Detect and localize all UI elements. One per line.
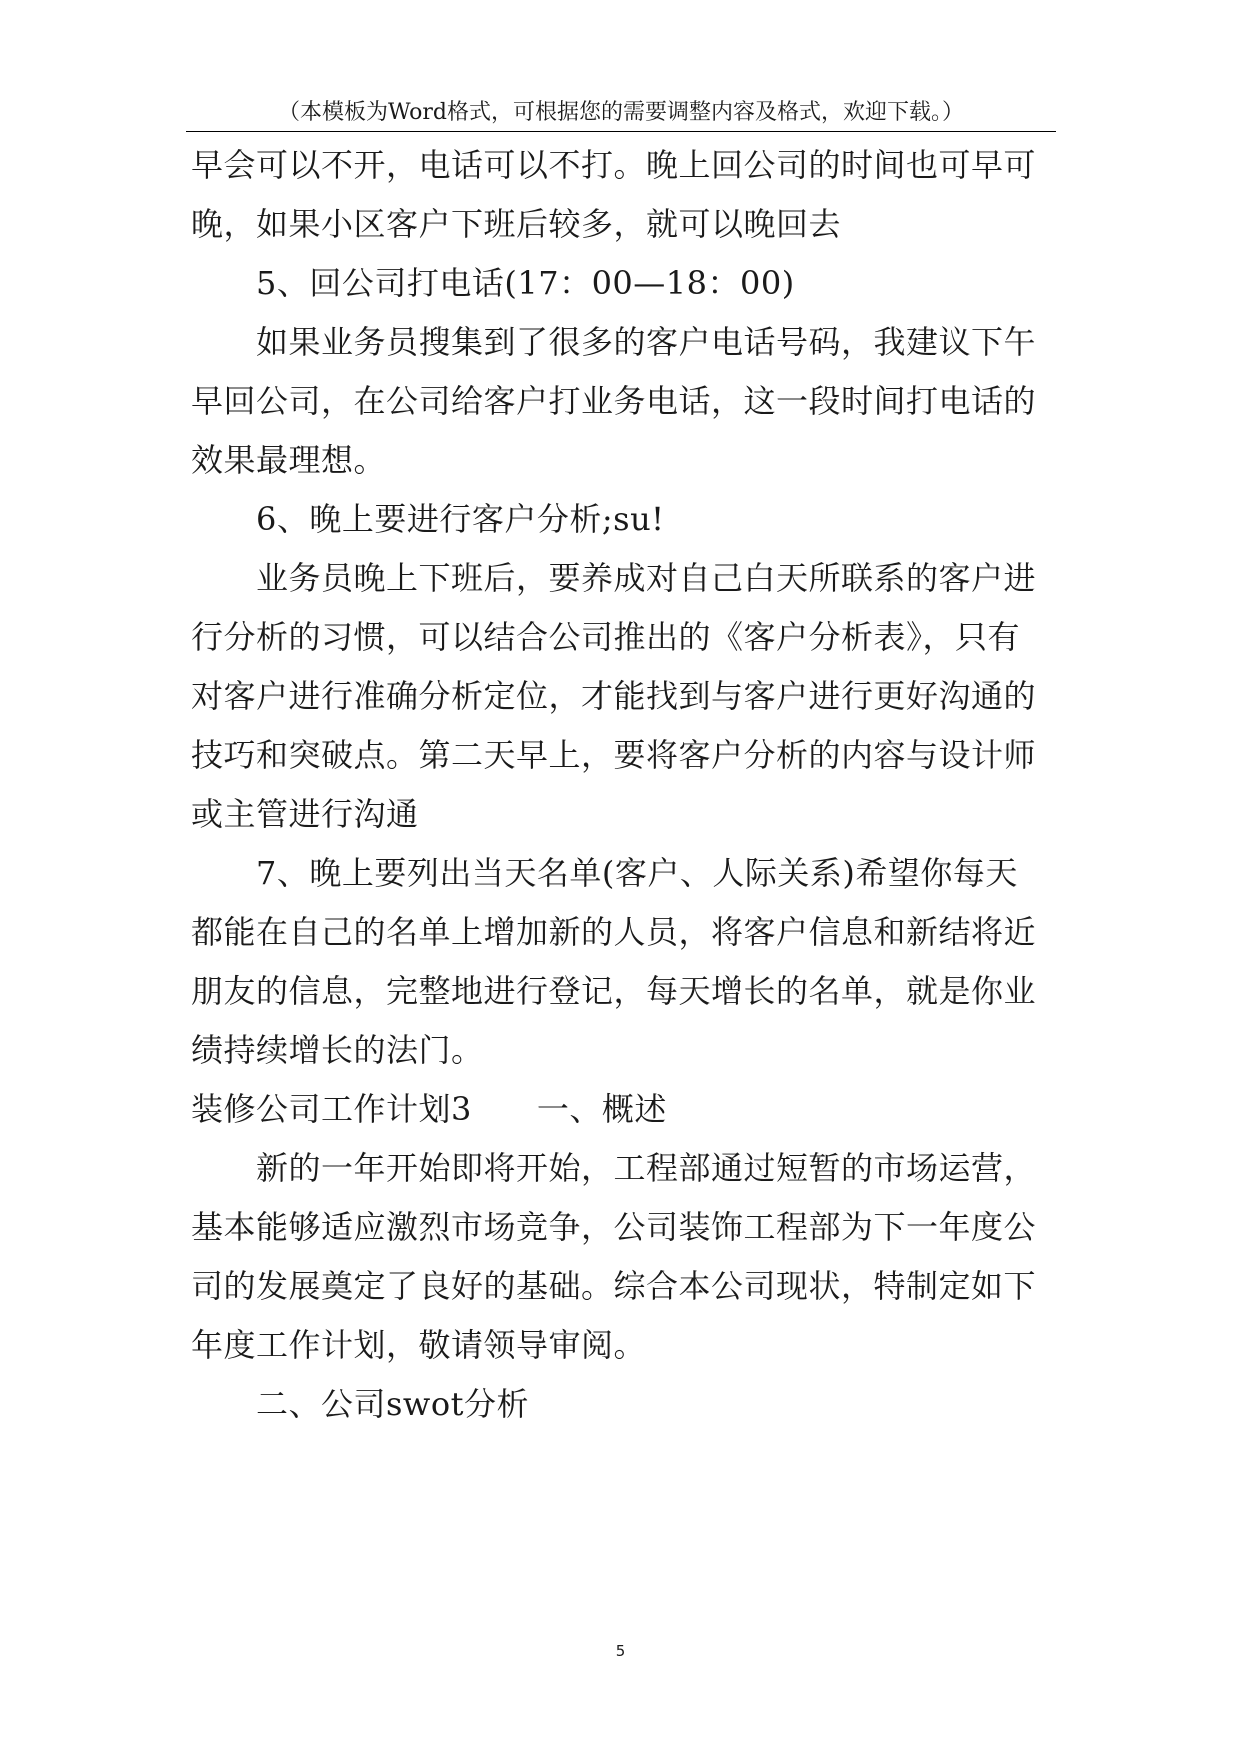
body-line: 5、回公司打电话(17：00—18：00) — [256, 264, 795, 302]
section-heading: 装修公司工作计划3 一、概述 — [191, 1090, 667, 1128]
body-line: 绩持续增长的法门。 — [191, 1031, 484, 1069]
body-line: 如果业务员搜集到了很多的客户电话号码，我建议下午 — [256, 323, 1037, 361]
body-line: 早回公司，在公司给客户打业务电话，这一段时间打电话的 — [191, 382, 1037, 420]
body-line: 效果最理想。 — [191, 441, 387, 479]
page-header: （本模板为Word格式，可根据您的需要调整内容及格式，欢迎下载。） — [278, 100, 964, 125]
header-divider — [186, 131, 1056, 132]
body-line: 二、公司swot分析 — [256, 1385, 529, 1423]
body-line: 早会可以不开，电话可以不打。晚上回公司的时间也可早可 — [191, 146, 1037, 184]
body-line: 对客户进行准确分析定位，才能找到与客户进行更好沟通的 — [191, 677, 1037, 715]
body-line: 新的一年开始即将开始，工程部通过短暂的市场运营， — [256, 1149, 1037, 1187]
body-line: 晚，如果小区客户下班后较多，就可以晚回去 — [191, 205, 842, 243]
body-line: 业务员晚上下班后，要养成对自己白天所联系的客户进 — [256, 559, 1037, 597]
body-line: 司的发展奠定了良好的基础。综合本公司现状，特制定如下 — [191, 1267, 1037, 1305]
body-line: 7、晚上要列出当天名单(客户、人际关系)希望你每天 — [256, 854, 1018, 892]
body-line: 6、晚上要进行客户分析;su! — [256, 500, 665, 538]
page-number: 5 — [615, 1642, 626, 1660]
body-line: 都能在自己的名单上增加新的人员，将客户信息和新结将近 — [191, 913, 1037, 951]
body-line: 基本能够适应激烈市场竞争，公司装饰工程部为下一年度公 — [191, 1208, 1037, 1246]
body-line: 朋友的信息，完整地进行登记，每天增长的名单，就是你业 — [191, 972, 1037, 1010]
body-line: 行分析的习惯，可以结合公司推出的《客户分析表》，只有 — [191, 618, 1021, 656]
body-line: 技巧和突破点。第二天早上，要将客户分析的内容与设计师 — [191, 736, 1037, 774]
body-line: 年度工作计划，敬请领导审阅。 — [191, 1326, 647, 1364]
body-line: 或主管进行沟通 — [191, 795, 419, 833]
